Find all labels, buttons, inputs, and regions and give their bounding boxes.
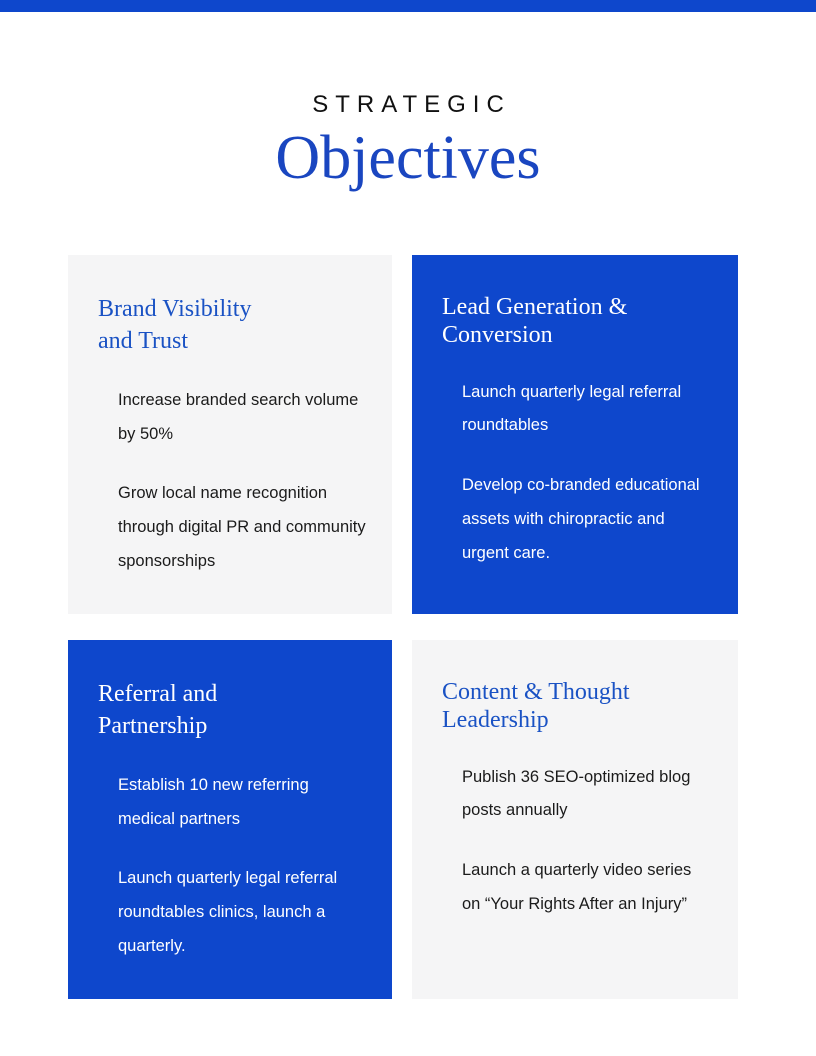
card-bullet: Launch quarterly legal referral roundtables: [462, 382, 682, 435]
objective-card-brand-visibility-and-trust: [68, 255, 392, 614]
card-title: [98, 293, 366, 358]
card-title-line-1: Lead Generation &: [442, 294, 628, 320]
card-title: [98, 678, 366, 743]
card-body: [98, 384, 366, 579]
page-eyebrow: STRATEGIC: [312, 91, 511, 118]
card-bullet: Increase branded search volume by 50%: [118, 390, 359, 443]
card-bullet: Establish 10 new referring medical partners: [118, 775, 309, 828]
objective-card-content-and-thought-leadership: [412, 640, 738, 999]
card-bullet: Grow local name recognition through digital PR and community sponsorships: [118, 484, 366, 571]
page-header: [0, 92, 816, 191]
card-title-line-2: Conversion: [442, 322, 553, 349]
card-title: [442, 293, 712, 350]
card-title-line-2: and Trust: [98, 328, 189, 355]
card-title-line-2: Leadership: [442, 707, 549, 734]
objective-card-referral-and-partnership: [68, 640, 392, 999]
card-bullet: Develop co-branded educational assets with chiropractic and urgent care.: [462, 476, 700, 562]
card-body: [98, 769, 366, 964]
top-accent-bar: [0, 0, 816, 12]
card-title-line-1: Content & Thought: [442, 679, 630, 705]
objective-card-lead-generation-and-conversion: [412, 255, 738, 614]
card-title-line-1: Brand Visibility: [98, 296, 252, 322]
card-title-line-1: Referral and: [98, 681, 218, 707]
page-title: Objectives: [275, 124, 541, 193]
objectives-grid: [68, 255, 738, 999]
card-body: [442, 761, 712, 922]
card-bullet: Publish 36 SEO-optimized blog posts annually: [462, 767, 691, 820]
card-title: [442, 678, 712, 735]
card-bullet: Launch a quarterly video series on “Your Rights After an Injury”: [462, 861, 692, 914]
card-body: [442, 376, 712, 571]
card-title-line-2: Partnership: [98, 713, 208, 740]
card-bullet: Launch quarterly legal referral roundtables clinics, launch a quarterly.: [118, 869, 338, 956]
